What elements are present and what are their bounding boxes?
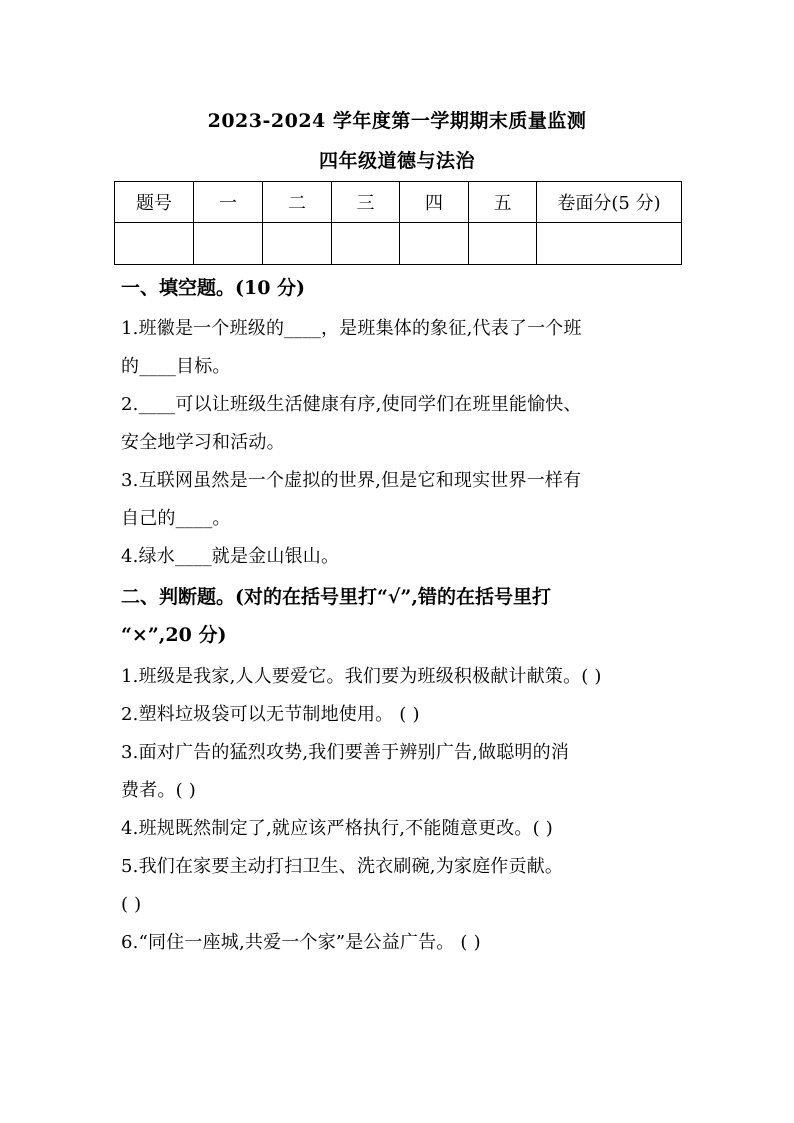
section-heading-line: 二、判断题。(对的在括号里打“√”,错的在括号里打	[121, 586, 551, 608]
question-text: 安全地学习和活动。	[121, 432, 285, 453]
question-item	[121, 658, 681, 696]
question-item	[121, 310, 681, 386]
question-item	[121, 924, 681, 962]
score-cell[interactable]	[537, 223, 682, 265]
question-text: 6.“同住一座城,共爱一个家”是公益广告。 ( )	[121, 932, 481, 953]
question-text: 自己的____。	[121, 508, 231, 529]
question-text: 2.塑料垃圾袋可以无节制地使用。 ( )	[121, 704, 420, 725]
score-cell[interactable]	[194, 223, 263, 265]
question-text: 的____目标。	[121, 356, 231, 377]
question-item	[121, 696, 681, 734]
question-item	[121, 462, 681, 538]
question-text: 3.互联网虽然是一个虚拟的世界,但是它和现实世界一样有	[121, 470, 582, 491]
question-item	[121, 734, 681, 810]
question-item	[121, 810, 681, 848]
section-heading-true-false	[121, 578, 681, 654]
exam-title: 2023-2024 学年度第一学期期末质量监测	[207, 110, 587, 132]
question-text: 4.班规既然制定了,就应该严格执行,不能随意更改。( )	[121, 818, 553, 839]
question-text: 1.班级是我家,人人要爱它。我们要为班级积极献计献策。( )	[121, 666, 602, 687]
question-text: 2.____可以让班级生活健康有序,使同学们在班里能愉快、	[121, 394, 582, 415]
score-table-header: 二	[263, 182, 332, 223]
score-table-header: 四	[400, 182, 469, 223]
score-cell[interactable]	[115, 223, 194, 265]
score-table-header: 五	[469, 182, 537, 223]
question-item	[121, 386, 681, 462]
score-cell[interactable]	[400, 223, 469, 265]
exam-content	[121, 270, 681, 962]
score-table-header: 三	[332, 182, 400, 223]
score-table-header-row	[115, 182, 682, 223]
question-item	[121, 538, 681, 576]
question-text: 1.班徽是一个班级的____，是班集体的象征,代表了一个班	[121, 318, 582, 339]
question-text: 5.我们在家要主动打扫卫生、洗衣刷碗,为家庭作贡献。	[121, 856, 564, 877]
score-table-header: 题号	[115, 182, 194, 223]
question-item	[121, 848, 681, 924]
section-heading-fill-blank: 一、填空题。(10 分)	[121, 277, 306, 299]
score-table-header: 一	[194, 182, 263, 223]
question-text: 费者。( )	[121, 780, 196, 801]
score-table-score-row	[115, 223, 682, 265]
score-table-header: 卷面分(5 分)	[537, 182, 682, 223]
score-table	[114, 181, 682, 265]
exam-subtitle: 四年级道德与法治	[318, 150, 475, 172]
score-cell[interactable]	[263, 223, 332, 265]
question-text: 4.绿水____就是金山银山。	[121, 546, 340, 567]
score-cell[interactable]	[332, 223, 400, 265]
question-text: ( )	[121, 894, 142, 915]
question-text: 3.面对广告的猛烈攻势,我们要善于辨别广告,做聪明的消	[121, 742, 570, 763]
section-heading-line: “×”,20 分)	[121, 624, 227, 646]
score-cell[interactable]	[469, 223, 537, 265]
